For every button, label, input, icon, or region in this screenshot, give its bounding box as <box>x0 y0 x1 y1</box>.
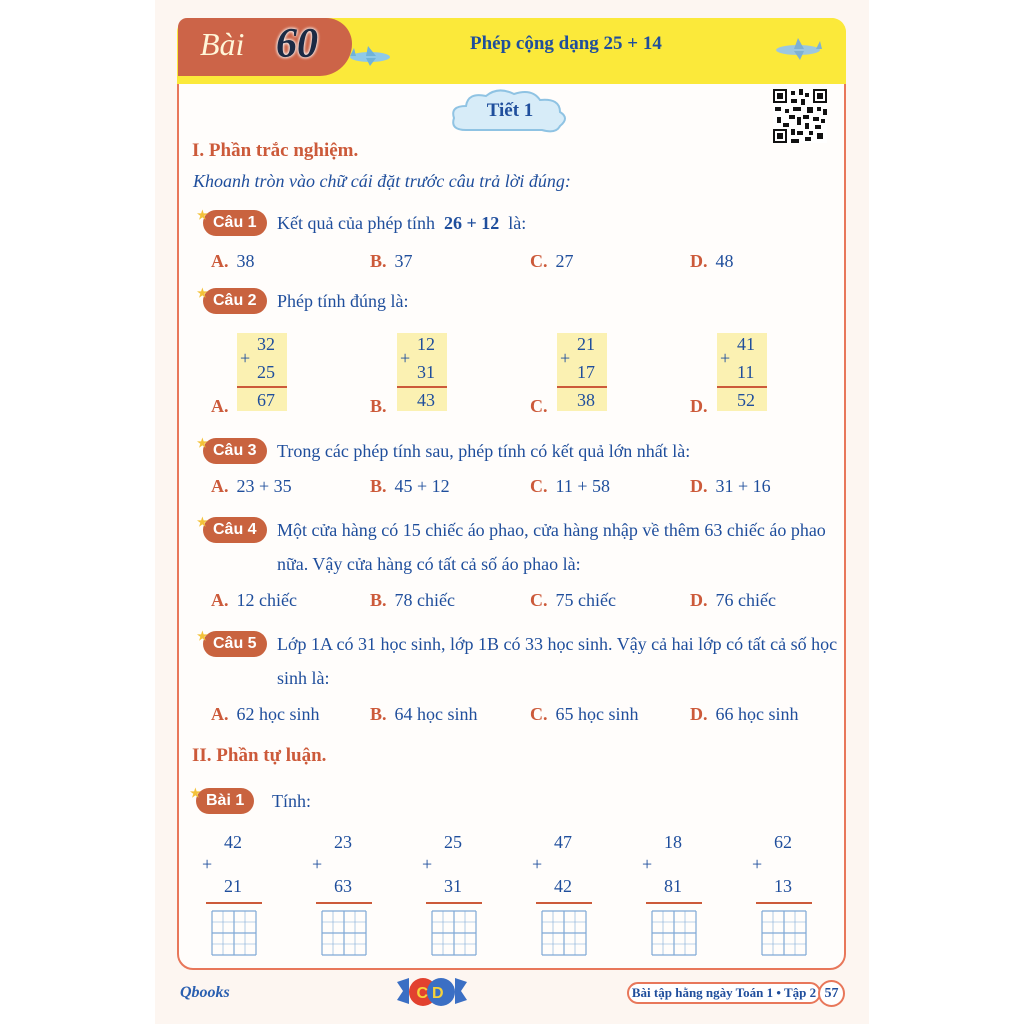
option-letter: B. <box>370 590 387 610</box>
question-text-after: là: <box>508 213 527 233</box>
addend-bottom: 11 <box>737 362 755 382</box>
option-value: 62 học sinh <box>236 704 320 724</box>
question-label: Câu 4 <box>213 521 257 538</box>
option-c[interactable] <box>530 396 556 417</box>
question-label: Câu 2 <box>213 292 257 309</box>
question-badge-5 <box>197 629 267 657</box>
addend-top: 41 <box>737 334 755 354</box>
part1-title: I. Phần trắc nghiệm. <box>192 140 359 161</box>
option-b[interactable] <box>370 704 478 725</box>
option-b[interactable] <box>370 251 413 272</box>
answer-grid[interactable] <box>211 910 257 956</box>
option-value: 66 học sinh <box>715 704 799 724</box>
question-expression: 26 + 12 <box>443 213 500 233</box>
question-text-1 <box>277 206 526 240</box>
option-b[interactable] <box>370 590 455 611</box>
option-letter: A. <box>211 476 229 496</box>
option-letter: C. <box>530 704 548 724</box>
star-icon: ★ <box>197 286 208 300</box>
answer-grid[interactable] <box>431 910 477 956</box>
sum-line <box>536 902 592 904</box>
star-icon: ★ <box>197 515 208 529</box>
plus-sign: + <box>312 854 323 874</box>
option-a[interactable] <box>211 396 237 417</box>
option-value: 37 <box>394 251 413 271</box>
plus-sign: + <box>202 854 213 874</box>
option-d[interactable] <box>690 476 771 497</box>
option-value: 45 + 12 <box>394 476 450 496</box>
sum-line <box>646 902 702 904</box>
option-d[interactable] <box>690 396 716 417</box>
question-badge-1 <box>197 208 267 236</box>
lesson-number: 60 <box>276 21 318 67</box>
option-a[interactable] <box>211 590 297 611</box>
question-text-5-line2: sinh là: <box>277 668 330 688</box>
option-a[interactable] <box>211 476 292 497</box>
lesson-word: Bài <box>200 26 245 62</box>
option-c[interactable] <box>530 704 639 725</box>
sum-line <box>316 902 372 904</box>
plus-sign: + <box>422 854 433 874</box>
option-value: 64 học sinh <box>394 704 478 724</box>
addend-top: 23 <box>334 832 352 852</box>
qr-code-icon[interactable] <box>773 89 827 143</box>
page-number: 57 <box>818 980 845 1007</box>
plus-sign: + <box>720 348 731 368</box>
option-value: 12 chiếc <box>236 590 297 610</box>
lesson-badge <box>178 18 352 76</box>
addend-top: 62 <box>774 832 792 852</box>
question-label: Câu 5 <box>213 635 257 652</box>
plus-sign: + <box>240 348 251 368</box>
option-b[interactable] <box>370 476 450 497</box>
addend-bottom: 81 <box>664 876 682 896</box>
exercise-label: Bài 1 <box>206 792 245 809</box>
option-value: 23 + 35 <box>236 476 292 496</box>
answer-grid[interactable] <box>321 910 367 956</box>
option-letter: B. <box>370 396 387 416</box>
star-icon: ★ <box>190 786 201 800</box>
question-label: Câu 1 <box>213 214 257 231</box>
option-letter: D. <box>690 590 708 610</box>
part2-title: II. Phần tự luận. <box>192 745 327 766</box>
qbooks-logo: Qbooks <box>180 984 230 1001</box>
answer-grid[interactable] <box>761 910 807 956</box>
option-value: 11 + 58 <box>555 476 610 496</box>
addend-top: 42 <box>224 832 242 852</box>
question-label: Câu 3 <box>213 442 257 459</box>
option-a[interactable] <box>211 704 320 725</box>
sum-result: 67 <box>257 390 275 410</box>
sum-line <box>206 902 262 904</box>
plus-sign: + <box>752 854 763 874</box>
star-icon: ★ <box>197 629 208 643</box>
option-d[interactable] <box>690 704 799 725</box>
question-text-4-line1: Một cửa hàng có 15 chiếc áo phao, cửa hàng nhập về thêm 63 chiếc áo phao <box>277 520 826 540</box>
airplane-icon <box>346 44 394 68</box>
addend-bottom: 21 <box>224 876 242 896</box>
instruction-text: Khoanh tròn vào chữ cái đặt trước câu trả lời đúng: <box>193 171 571 191</box>
sum-result: 52 <box>737 390 755 410</box>
sum-result: 43 <box>417 390 435 410</box>
option-value: 65 học sinh <box>555 704 639 724</box>
sum-line <box>717 386 767 388</box>
star-icon: ★ <box>197 208 208 222</box>
option-letter: D. <box>690 476 708 496</box>
addend-bottom: 42 <box>554 876 572 896</box>
lesson-title: Phép cộng dạng 25 + 14 <box>470 33 662 54</box>
addend-top: 25 <box>444 832 462 852</box>
option-letter: C. <box>530 590 548 610</box>
airplane-icon <box>772 36 824 62</box>
question-text-2: Phép tính đúng là: <box>277 291 409 311</box>
option-value: 38 <box>236 251 255 271</box>
option-value: 75 chiếc <box>555 590 616 610</box>
cd-ribbon-icon <box>395 974 469 1010</box>
answer-grid[interactable] <box>541 910 587 956</box>
option-d[interactable] <box>690 590 776 611</box>
cd-letters: CD <box>416 985 448 1002</box>
sum-line <box>557 386 607 388</box>
addend-bottom: 13 <box>774 876 792 896</box>
plus-sign: + <box>532 854 543 874</box>
option-value: 48 <box>715 251 734 271</box>
option-letter: D. <box>690 704 708 724</box>
option-letter: D. <box>690 251 708 271</box>
option-value: 31 + 16 <box>715 476 771 496</box>
plus-sign: + <box>560 348 571 368</box>
addend-bottom: 17 <box>577 362 595 382</box>
star-icon: ★ <box>197 436 208 450</box>
option-letter: B. <box>370 704 387 724</box>
addend-bottom: 25 <box>257 362 275 382</box>
option-c[interactable] <box>530 590 616 611</box>
addend-top: 47 <box>554 832 572 852</box>
option-letter: D. <box>690 396 708 416</box>
question-text-before: Kết quả của phép tính <box>277 213 435 233</box>
question-text-3: Trong các phép tính sau, phép tính có kết quả lớn nhất là: <box>277 441 691 461</box>
addend-bottom: 63 <box>334 876 352 896</box>
addend-bottom: 31 <box>417 362 435 382</box>
addend-top: 32 <box>257 334 275 354</box>
option-d[interactable] <box>690 251 734 272</box>
book-title-pill: Bài tập hằng ngày Toán 1 • Tập 2 <box>627 982 821 1004</box>
sum-line <box>756 902 812 904</box>
option-value: 27 <box>555 251 574 271</box>
answer-grid[interactable] <box>651 910 697 956</box>
option-letter: A. <box>211 590 229 610</box>
exercise-text: Tính: <box>272 791 311 811</box>
option-letter: B. <box>370 251 387 271</box>
plus-sign: + <box>642 854 653 874</box>
sum-line <box>397 386 447 388</box>
option-letter: A. <box>211 396 229 416</box>
exercise-badge <box>190 786 254 814</box>
option-value: 78 chiếc <box>394 590 455 610</box>
addend-top: 21 <box>577 334 595 354</box>
question-badge-3 <box>197 436 267 464</box>
addend-top: 12 <box>417 334 435 354</box>
option-letter: B. <box>370 476 387 496</box>
sum-line <box>426 902 482 904</box>
option-a[interactable] <box>211 251 255 272</box>
addend-top: 18 <box>664 832 682 852</box>
question-text-5-line1: Lớp 1A có 31 học sinh, lớp 1B có 33 học sinh. Vậy cả hai lớp có tất cả số học <box>277 634 838 654</box>
option-c[interactable] <box>530 251 574 272</box>
sum-result: 38 <box>577 390 595 410</box>
question-text-4-line2: nữa. Vậy cửa hàng có tất cả số áo phao là: <box>277 554 581 574</box>
option-letter: C. <box>530 251 548 271</box>
option-b[interactable] <box>370 396 395 417</box>
period-label: Tiết 1 <box>486 100 534 121</box>
option-letter: C. <box>530 476 548 496</box>
option-c[interactable] <box>530 476 610 497</box>
plus-sign: + <box>400 348 411 368</box>
question-badge-2 <box>197 286 267 314</box>
sum-line <box>237 386 287 388</box>
option-letter: C. <box>530 396 548 416</box>
option-letter: A. <box>211 251 229 271</box>
option-letter: A. <box>211 704 229 724</box>
question-badge-4 <box>197 515 267 543</box>
option-value: 76 chiếc <box>715 590 776 610</box>
addend-bottom: 31 <box>444 876 462 896</box>
